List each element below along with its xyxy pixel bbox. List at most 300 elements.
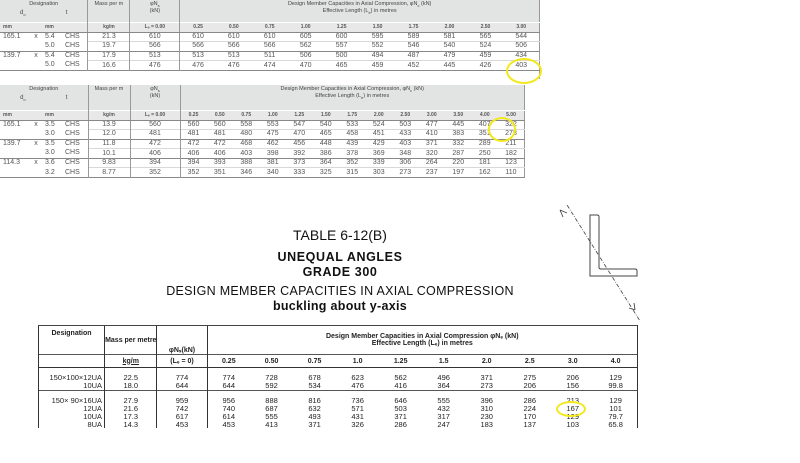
phins-cell: 453 [157, 421, 207, 428]
thickness-cell: 3.0 [45, 149, 55, 157]
table-row [39, 382, 638, 391]
length-col: 1.25 [324, 22, 360, 32]
capacity-cell: 479 [432, 51, 468, 61]
capacity-cell: 678 [308, 373, 321, 382]
length-col: 5.00 [498, 110, 525, 120]
capacity-cell: 476 [351, 381, 364, 390]
phins-header: $\varphi N_s$ (kN) [130, 0, 180, 22]
capacity-cell: 600 [324, 32, 360, 42]
phins-cell: 742 [157, 405, 207, 413]
capacity-cell: 264 [419, 158, 446, 168]
length-col: 2.0 [465, 355, 508, 368]
capacity-cell: 566 [180, 42, 216, 52]
times-cell: x [30, 120, 42, 130]
capacity-header [207, 326, 637, 355]
capacity-cell: 406 [180, 149, 207, 159]
capacity-cell: 456 [286, 139, 313, 149]
capacity-cell: 472 [180, 139, 207, 149]
table-row [0, 51, 540, 61]
section-type-cell: CHS [64, 42, 80, 50]
unit-mass: kg/m [105, 355, 157, 368]
unit-do: mm [0, 110, 30, 120]
capacity-cell: 273 [480, 381, 493, 390]
capacity-cell: 558 [233, 120, 260, 130]
capacity-cell: 555 [265, 412, 278, 421]
capacity-cell: 364 [313, 158, 340, 168]
unit-do: mm [0, 22, 30, 32]
capacity-cell: 557 [324, 42, 360, 52]
capacity-cell: 470 [288, 61, 324, 71]
capacity-cell: 540 [432, 42, 468, 52]
capacity-cell: 553 [260, 120, 287, 130]
length-col: 1.0 [336, 355, 379, 368]
capacity-cell: 137 [523, 420, 536, 428]
thickness-cell: 5.4 [42, 51, 62, 61]
capacity-cell: 476 [216, 61, 252, 71]
section-type-cell: CHS [62, 158, 88, 168]
phins-cell: 481 [130, 130, 180, 140]
capacity-cell: 632 [308, 404, 321, 413]
table-row [0, 61, 540, 71]
length-col: 4.0 [594, 355, 637, 368]
section-type-cell: CHS [64, 61, 80, 69]
capacity-cell: 644 [207, 382, 250, 391]
capacity-cell: 306 [392, 158, 419, 168]
t-label: t [65, 95, 68, 101]
phins-cell: 560 [130, 120, 180, 130]
length-col: 0.25 [180, 110, 207, 120]
phins-header: φNₛ(kN) [157, 326, 207, 355]
mass-cell: 27.9 [105, 397, 157, 405]
length-col: 1.25 [286, 110, 313, 120]
capacity-cell: 462 [260, 139, 287, 149]
capacity-cell: 273 [392, 168, 419, 178]
times-cell: x [30, 139, 42, 149]
section-type-cell: CHS [62, 139, 88, 149]
capacity-cell: 65.8 [594, 421, 637, 428]
designation-cell: 12UA [39, 405, 105, 413]
angle-table-container [38, 325, 638, 428]
capacity-cell: 736 [351, 396, 364, 405]
times-cell [30, 61, 42, 71]
times-cell: x [30, 32, 42, 42]
capacity-cell: 448 [313, 139, 340, 149]
length-col: 0.50 [250, 355, 293, 368]
capacity-cell: 371 [419, 139, 446, 149]
chs-capacity-table-2 [0, 85, 525, 178]
length-col: 2.50 [392, 110, 419, 120]
table-row [0, 139, 525, 149]
chs-table-1-container [0, 0, 541, 79]
capacity-cell: 170 [523, 412, 536, 421]
do-label: $d_o$ [20, 95, 26, 103]
times-cell: x [30, 158, 42, 168]
capacity-cell: 340 [260, 168, 287, 178]
length-col: 4.00 [472, 110, 499, 120]
capacity-cell: 524 [366, 120, 393, 130]
thickness-cell: 3.0 [45, 130, 55, 138]
length-col: 1.25 [379, 355, 422, 368]
capacity-cell: 774 [207, 374, 250, 382]
capacity-cell: 101 [594, 405, 637, 413]
capacity-cell: 339 [366, 158, 393, 168]
table-row [0, 158, 525, 168]
capacity-cell: 213 [566, 396, 580, 405]
capacity-cell: 275 [523, 373, 536, 382]
table-heading-section: UNEQUAL ANGLES [277, 250, 403, 264]
length-col: 2.50 [467, 22, 503, 32]
capacity-cell: 332 [445, 139, 472, 149]
capacity-cell: 386 [313, 149, 340, 159]
capacity-cell: 393 [207, 158, 234, 168]
capacity-cell: 310 [480, 404, 493, 413]
outside-diameter-cell [0, 168, 30, 178]
capacity-cell: 433 [392, 130, 419, 140]
designation-cell: 8UA [39, 421, 105, 428]
capacity-cell: 506 [503, 42, 539, 52]
phins-cell: 513 [130, 51, 180, 61]
capacity-cell: 888 [265, 396, 278, 405]
effective-length-title: Effective Length (Lₑ) in metres [371, 340, 473, 347]
capacity-cell: 470 [286, 130, 313, 140]
length-col: 2.00 [366, 110, 393, 120]
capacity-cell: 506 [288, 51, 324, 61]
outside-diameter-cell: 139.7 [0, 51, 30, 61]
mass-cell: 22.5 [105, 374, 157, 382]
capacity-cell: 623 [351, 373, 364, 382]
phins-cell: 394 [130, 158, 180, 168]
capacity-cell: 410 [419, 130, 446, 140]
unit-phins: Lₑ = 0.00 [130, 22, 180, 32]
capacity-cell: 566 [252, 42, 288, 52]
outside-diameter-cell: 165.1 [0, 120, 30, 130]
chs-capacity-table-1 [0, 0, 540, 79]
length-col: 1.50 [360, 22, 396, 32]
phins-cell: 476 [130, 61, 180, 71]
capacity-cell: 728 [265, 373, 278, 382]
capacity-cell: 426 [467, 61, 503, 71]
section-type-cell: CHS [65, 130, 80, 138]
capacity-cell: 562 [394, 373, 407, 382]
capacity-cell: 181 [472, 158, 499, 168]
length-col: 0.75 [293, 355, 336, 368]
table-heading-grade: GRADE 300 [302, 265, 378, 279]
capacity-cell: 315 [339, 168, 366, 178]
capacity-cell: 326 [351, 420, 364, 428]
capacity-cell: 533 [339, 120, 366, 130]
capacity-cell: 459 [360, 61, 396, 71]
designation-cell: 10UA [39, 382, 105, 391]
mass-cell: 11.8 [88, 139, 130, 149]
capacity-cell: 123 [498, 158, 525, 168]
length-col: 3.0 [551, 355, 594, 368]
capacity-cell: 592 [265, 381, 278, 390]
thickness-cell: 3.6 [42, 158, 62, 168]
capacity-cell: 610 [216, 32, 252, 42]
mass-cell: 14.3 [105, 421, 157, 428]
phins-header: $\varphi N_s$ (kN) [130, 85, 180, 110]
capacity-cell: 352 [339, 158, 366, 168]
phins-cell: 959 [157, 397, 207, 405]
capacity-cell: 581 [432, 32, 468, 42]
length-col: 1.00 [288, 22, 324, 32]
capacity-cell: 476 [180, 61, 216, 71]
length-col: 1.50 [313, 110, 340, 120]
length-col: 0.50 [207, 110, 234, 120]
outside-diameter-cell: 139.7 [0, 139, 30, 149]
capacity-cell: 589 [396, 32, 432, 42]
truncated-row [0, 70, 540, 79]
capacity-cell: 555 [437, 396, 450, 405]
mass-cell: 19.7 [88, 42, 130, 52]
times-cell: x [30, 51, 42, 61]
mass-header: Mass per m [88, 85, 130, 110]
table-row [0, 120, 525, 130]
phins-cell: 610 [130, 32, 180, 42]
capacity-cell: 431 [351, 412, 364, 421]
capacity-cell: 560 [180, 120, 207, 130]
capacity-cell: 552 [360, 42, 396, 52]
capacity-cell: 287 [445, 149, 472, 159]
capacity-cell: 468 [233, 139, 260, 149]
table-row [0, 168, 525, 178]
capacity-cell: 740 [207, 405, 250, 413]
capacity-cell: 614 [207, 413, 250, 421]
unequal-angle-diagram-icon [555, 205, 645, 320]
times-cell [30, 130, 42, 140]
unit-t: mm [42, 110, 62, 120]
section-type-cell: CHS [65, 168, 80, 176]
capacity-cell: 289 [472, 139, 499, 149]
capacity-cell: 534 [308, 381, 321, 390]
mass-cell: 17.9 [88, 51, 130, 61]
mass-cell: 9.83 [88, 158, 130, 168]
capacity-cell: 544 [503, 32, 539, 42]
table-row [0, 130, 525, 140]
capacity-cell: 605 [288, 32, 324, 42]
length-col: 1.00 [260, 110, 287, 120]
capacity-cell: 333 [286, 168, 313, 178]
capacity-cell: 434 [503, 51, 539, 61]
capacity-cell: 429 [366, 139, 393, 149]
capacity-cell: 546 [396, 42, 432, 52]
designation-cell: 150×100×12UA [39, 374, 105, 382]
capacity-cell: 286 [394, 420, 407, 428]
length-col: 2.5 [508, 355, 551, 368]
capacity-cell: 224 [523, 404, 536, 413]
angle-capacity-table [38, 325, 638, 428]
designation-cell: 10UA [39, 413, 105, 421]
times-cell [30, 168, 42, 178]
length-col: 3.00 [419, 110, 446, 120]
table-row [0, 42, 540, 52]
capacity-cell: 197 [445, 168, 472, 178]
capacity-cell: 99.8 [594, 382, 637, 391]
capacity-cell: 206 [523, 381, 536, 390]
capacity-cell: 610 [180, 32, 216, 42]
capacity-cell: 432 [437, 404, 450, 413]
capacity-cell: 496 [437, 373, 450, 382]
capacity-cell: 403 [392, 139, 419, 149]
phins-cell: 617 [157, 413, 207, 421]
capacity-cell: 513 [180, 51, 216, 61]
outside-diameter-cell: 114.3 [0, 158, 30, 168]
table-row [0, 32, 540, 42]
length-col: 0.75 [252, 22, 288, 32]
capacity-cell: 610 [252, 32, 288, 42]
capacity-cell: 480 [233, 130, 260, 140]
capacity-cell: 439 [339, 139, 366, 149]
capacity-cell: 451 [366, 130, 393, 140]
capacity-cell: 465 [313, 130, 340, 140]
capacity-cell: 325 [313, 168, 340, 178]
capacity-cell: 475 [260, 130, 287, 140]
capacity-cell: 816 [308, 396, 321, 405]
capacity-cell: 474 [252, 61, 288, 71]
mass-cell: 18.0 [105, 382, 157, 391]
designation-label: Designation [29, 1, 59, 7]
capacity-cell: 503 [392, 120, 419, 130]
phins-cell: 774 [157, 374, 207, 382]
section-type-cell: CHS [62, 32, 88, 42]
capacity-header: Design Member Capacities in Axial Compression, $\varphi N_c$ (kN) Effective Length $(L_e)$ in metres [180, 85, 525, 110]
chs-table-2-container [0, 85, 800, 178]
capacity-cell: 110 [498, 168, 525, 178]
capacity-cell: 351 [207, 168, 234, 178]
outside-diameter-cell: 165.1 [0, 32, 30, 42]
capacity-cell: 571 [351, 404, 364, 413]
capacity-cell: 511 [252, 51, 288, 61]
capacity-cell: 79.7 [594, 413, 637, 421]
length-col: 3.50 [445, 110, 472, 120]
capacity-cell: 524 [467, 42, 503, 52]
phins-cell: 644 [157, 382, 207, 391]
phins-cell: 352 [130, 168, 180, 178]
thickness-cell: 3.2 [45, 168, 55, 176]
capacity-cell: 646 [394, 396, 407, 405]
capacity-cell: 320 [419, 149, 446, 159]
length-col: 0.25 [180, 22, 216, 32]
capacity-cell: 562 [288, 42, 324, 52]
capacity-cell: 477 [419, 120, 446, 130]
mass-header: Mass per m [88, 0, 130, 22]
capacity-cell: 396 [480, 396, 493, 405]
capacity-cell: 317 [437, 412, 450, 421]
capacity-cell: 351 [472, 130, 499, 140]
capacity-cell: 381 [260, 158, 287, 168]
capacity-cell: 348 [392, 149, 419, 159]
capacity-cell: 156 [566, 381, 580, 390]
thickness-cell: 5.4 [42, 32, 62, 42]
table-row [0, 149, 525, 159]
capacity-cell: 487 [396, 51, 432, 61]
capacity-cell: 398 [260, 149, 287, 159]
mass-cell: 16.6 [88, 61, 130, 71]
capacity-cell: 371 [480, 373, 493, 382]
capacity-cell: 566 [216, 42, 252, 52]
table-row [39, 421, 638, 428]
capacity-cell: 183 [480, 420, 493, 428]
mass-cell: 21.3 [88, 32, 130, 42]
length-col: 3.00 [503, 22, 539, 32]
capacity-cell: 560 [207, 120, 234, 130]
capacity-cell: 369 [366, 149, 393, 159]
outside-diameter-cell [0, 149, 30, 159]
table-heading-capacities: DESIGN MEMBER CAPACITIES IN AXIAL COMPRESSION [166, 284, 514, 298]
capacity-cell: 413 [265, 420, 278, 428]
capacity-cell: 167 [566, 404, 580, 413]
capacity-cell: 206 [566, 373, 580, 382]
do-label: $d_o$ [20, 10, 26, 18]
capacity-cell: 458 [339, 130, 366, 140]
outside-diameter-cell [0, 42, 30, 52]
capacity-cell: 346 [233, 168, 260, 178]
mass-cell: 17.3 [105, 413, 157, 421]
capacity-header: Design Member Capacities in Axial Compression, $\varphi N_c$ (kN) Effective Length $(L_e)$ in metres [180, 0, 540, 22]
times-cell [30, 42, 42, 52]
designation-header [0, 85, 88, 110]
capacity-cell: 211 [498, 139, 525, 149]
capacity-cell: 565 [467, 32, 503, 42]
capacity-cell: 392 [286, 149, 313, 159]
length-col: 1.75 [339, 110, 366, 120]
length-col: 1.5 [422, 355, 465, 368]
capacity-cell: 373 [286, 158, 313, 168]
mass-cell: 12.0 [88, 130, 130, 140]
section-type-cell: CHS [62, 120, 88, 130]
capacity-cell: 472 [207, 139, 234, 149]
capacity-cell: 494 [360, 51, 396, 61]
table-heading-buckling: buckling about y-axis [272, 299, 408, 313]
capacity-cell: 406 [207, 149, 234, 159]
capacity-title: Design Member Capacities in Axial Compression φNₑ (kN) [325, 333, 519, 340]
length-col: 0.50 [216, 22, 252, 32]
capacity-cell: 503 [394, 404, 407, 413]
mass-header: Mass per metre [105, 326, 157, 355]
capacity-cell: 416 [394, 381, 407, 390]
unit-mass: kg/m [88, 22, 130, 32]
phins-cell: 566 [130, 42, 180, 52]
capacity-cell: 364 [437, 381, 450, 390]
capacity-cell: 481 [207, 130, 234, 140]
capacity-cell: 445 [432, 61, 468, 71]
capacity-cell: 250 [472, 149, 499, 159]
mass-cell: 13.9 [88, 120, 130, 130]
outside-diameter-cell [0, 130, 30, 140]
capacity-cell: 956 [207, 397, 250, 405]
capacity-cell: 162 [472, 168, 499, 178]
unit-t: mm [42, 22, 62, 32]
t-label: t [65, 10, 68, 16]
capacity-cell: 383 [445, 130, 472, 140]
capacity-cell: 371 [308, 420, 321, 428]
capacity-cell: 129 [594, 374, 637, 382]
table-number: TABLE 6-12(B) [293, 227, 387, 243]
capacity-cell: 687 [265, 404, 278, 413]
capacity-cell: 129 [594, 397, 637, 405]
mass-cell: 21.6 [105, 405, 157, 413]
unit-phins: (Lₑ = 0) [157, 355, 207, 368]
times-cell [30, 149, 42, 159]
section-type-cell: CHS [65, 149, 80, 157]
capacity-cell: 403 [233, 149, 260, 159]
capacity-cell: 278 [498, 130, 525, 140]
capacity-cell: 547 [286, 120, 313, 130]
thickness-cell: 3.5 [42, 139, 62, 149]
length-col: 1.75 [396, 22, 432, 32]
capacity-cell: 493 [308, 412, 321, 421]
capacity-cell: 513 [216, 51, 252, 61]
